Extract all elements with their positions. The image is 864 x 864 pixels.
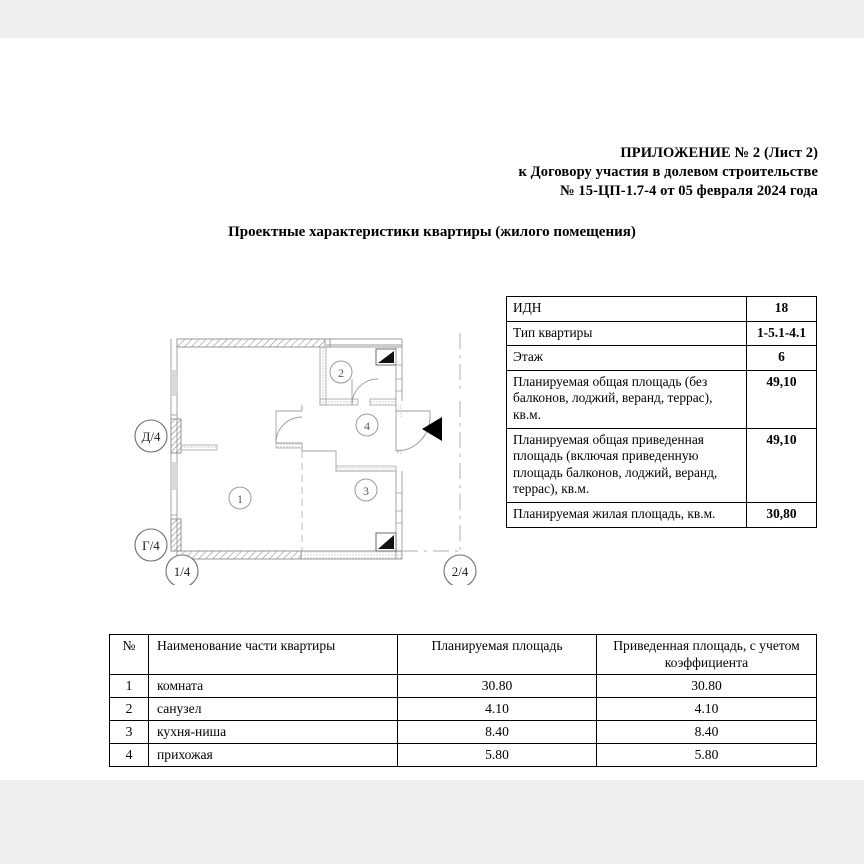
svg-text:4: 4 — [364, 419, 370, 433]
svg-text:2: 2 — [338, 366, 344, 380]
axis-bubble-bottom-right — [444, 555, 476, 585]
column-header-name: Наименование части квартиры — [149, 635, 398, 675]
room-marker-1 — [229, 487, 251, 509]
axis-bubble-bottom-left — [166, 555, 198, 585]
entrance-arrow-icon — [422, 417, 442, 441]
table-header-row — [110, 635, 817, 675]
spec-label: Тип квартиры — [507, 321, 747, 346]
svg-text:3: 3 — [363, 484, 369, 498]
room-marker-3 — [355, 479, 377, 501]
column-header-number: № — [110, 635, 149, 675]
spec-label: Планируемая общая площадь (без балконов, лоджий, веранд, террас), кв.м. — [507, 370, 747, 428]
spec-label: Планируемая общая приведенная площадь (включая приведенную площадь балконов, лоджий, веранд, террас), кв.м. — [507, 428, 747, 502]
document-page — [0, 38, 864, 780]
rooms-breakdown-table — [109, 634, 817, 767]
cell-name: прихожая — [149, 744, 398, 767]
cell-coefficient: 8.40 — [597, 721, 817, 744]
specification-table — [506, 296, 817, 528]
spec-label: Этаж — [507, 346, 747, 371]
rooms-table-head — [110, 635, 817, 675]
column-header-planned: Планируемая площадь — [398, 635, 597, 675]
svg-text:Д/4: Д/4 — [141, 429, 161, 444]
cell-name: кухня-ниша — [149, 721, 398, 744]
cell-number: 3 — [110, 721, 149, 744]
svg-text:1/4: 1/4 — [173, 564, 191, 579]
cell-planned: 8.40 — [398, 721, 597, 744]
floor-plan-drawing — [130, 323, 492, 585]
spec-label: ИДН — [507, 297, 747, 322]
cell-coefficient: 4.10 — [597, 698, 817, 721]
rooms-table-body — [110, 675, 817, 767]
table-row — [110, 698, 817, 721]
header-line-contract-number: № 15-ЦП-1.7-4 от 05 февраля 2024 года — [560, 183, 818, 199]
table-row — [507, 428, 817, 502]
column-header-coefficient: Приведенная площадь, с учетом коэффициента — [597, 635, 817, 675]
spec-label: Планируемая жилая площадь, кв.м. — [507, 502, 747, 527]
room-marker-2 — [330, 361, 352, 383]
svg-text:2/4: 2/4 — [451, 564, 469, 579]
table-row — [507, 297, 817, 322]
svg-text:Г/4: Г/4 — [142, 538, 160, 553]
cell-coefficient: 5.80 — [597, 744, 817, 767]
cell-planned: 30.80 — [398, 675, 597, 698]
table-row — [507, 502, 817, 527]
cell-name: комната — [149, 675, 398, 698]
table-row — [110, 675, 817, 698]
table-row — [507, 346, 817, 371]
spec-value: 49,10 — [746, 370, 816, 428]
axis-bubble-left-lower — [135, 529, 167, 561]
table-row — [507, 370, 817, 428]
spec-value: 49,10 — [746, 428, 816, 502]
spec-value: 1-5.1-4.1 — [746, 321, 816, 346]
spec-value: 18 — [746, 297, 816, 322]
cell-number: 1 — [110, 675, 149, 698]
table-row — [110, 721, 817, 744]
table-row — [110, 744, 817, 767]
svg-text:1: 1 — [237, 492, 243, 506]
table-row — [507, 321, 817, 346]
room-marker-4 — [356, 414, 378, 436]
page-title: Проектные характеристики квартиры (жилого помещения) — [228, 224, 636, 240]
cell-planned: 5.80 — [398, 744, 597, 767]
spec-value: 30,80 — [746, 502, 816, 527]
header-line-contract: к Договору участия в долевом строительстве — [518, 164, 818, 180]
header-line-appendix: ПРИЛОЖЕНИЕ № 2 (Лист 2) — [620, 145, 818, 161]
cell-number: 4 — [110, 744, 149, 767]
specification-table-body — [507, 297, 817, 528]
axis-bubble-left-upper — [135, 420, 167, 452]
cell-planned: 4.10 — [398, 698, 597, 721]
document-header — [518, 144, 818, 201]
cell-coefficient: 30.80 — [597, 675, 817, 698]
cell-name: санузел — [149, 698, 398, 721]
spec-value: 6 — [746, 346, 816, 371]
cell-number: 2 — [110, 698, 149, 721]
